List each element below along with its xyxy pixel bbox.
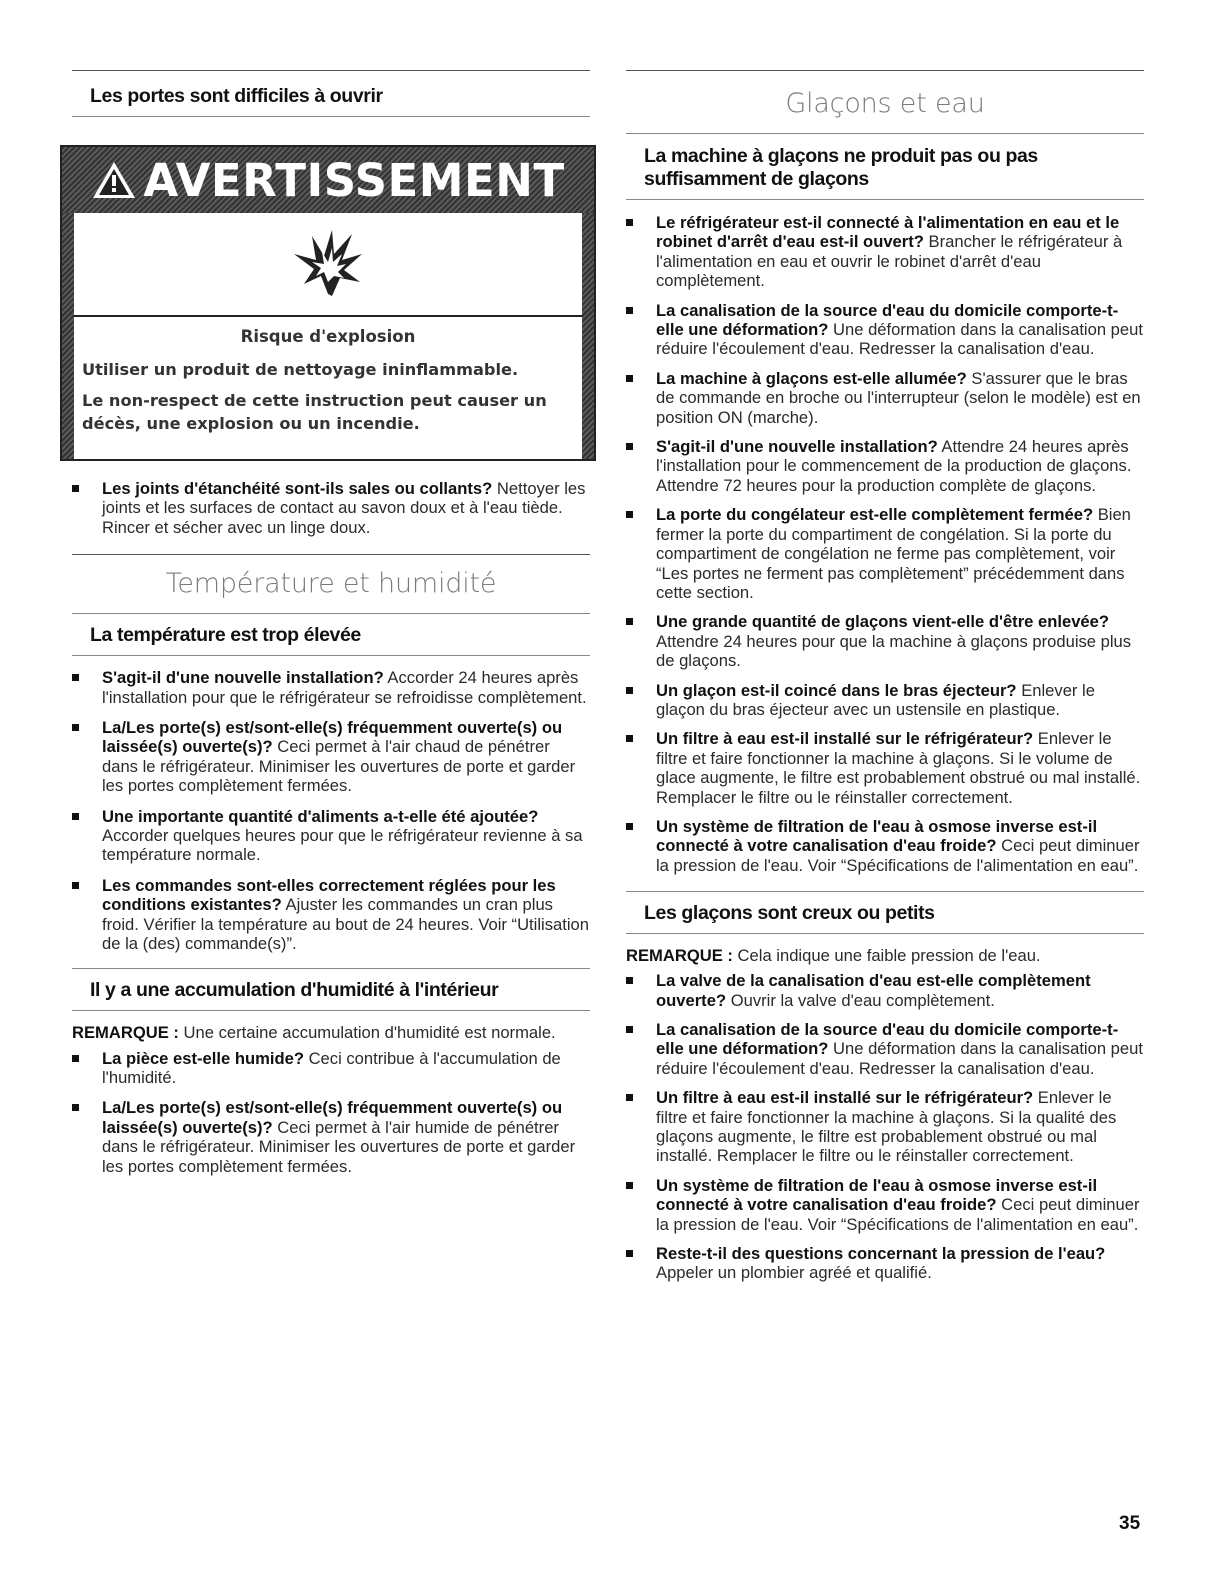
bullet-icon (626, 687, 633, 694)
bullet-icon (72, 485, 79, 492)
section-title: Température et humidité (165, 568, 497, 600)
bullet-icon (626, 1182, 633, 1189)
bullet-icon (626, 618, 633, 625)
humid-list (72, 1049, 590, 1176)
list-item: La canalisation de la source d'eau du domicile comporte-t-elle une déformation? Une déformation dans la canalisation peut réduire l'écoulement d'eau. Redresser la canalisation d'eau. (626, 1020, 1144, 1078)
list-item: Un système de filtration de l'eau à osmose inverse est-il connecté à votre canalisation d'eau froide? Ceci peut diminuer la pression de l'eau. Voir “Spécifications de l'alimentation en eau”. (626, 1176, 1144, 1234)
bullet-icon (626, 823, 633, 830)
bullet-icon (626, 443, 633, 450)
warning-line: Utiliser un produit de nettoyage ininflammable. (82, 360, 519, 379)
warning-triangle-icon (91, 160, 137, 200)
bullet-icon (72, 724, 79, 731)
list-item: La machine à glaçons est-elle allumée? S'assurer que le bras de commande en broche ou l'interrupteur (selon le modèle) est en position ON (marche). (626, 369, 1144, 427)
temp-heading: La température est trop élevée (90, 624, 361, 647)
list-item: La canalisation de la source d'eau du domicile comporte-t-elle une déformation? Une déformation dans la canalisation peut réduire l'écoulement d'eau. Redresser la canalisation d'eau. (626, 301, 1144, 359)
hollow-list (626, 971, 1144, 1283)
list-item: Un filtre à eau est-il installé sur le réfrigérateur? Enlever le filtre et faire fonctionner la machine à glaçons. Si la qualité des glaçons augmente, le filtre est probablement obstrué ou mal installé. Remplacer le filtre ou le réinstaller correctement. (626, 1088, 1144, 1166)
list-item: Les commandes sont-elles correctement réglées pour les conditions existantes? Ajuster les commandes un cran plus froid. Vérifier la température au bout de 24 heures. Voir “Utilisation de la (des) commande(s)”. (72, 876, 590, 954)
list-item: Une importante quantité d'aliments a-t-elle été ajoutée? Accorder quelques heures pour que le réfrigérateur revienne à sa température normale. (72, 807, 590, 865)
bullet-icon (626, 307, 633, 314)
warning-icon-area (74, 213, 582, 317)
bullet-icon (72, 1055, 79, 1062)
doors-heading: Les portes sont difficiles à ouvrir (90, 85, 383, 107)
warning-risk: Risque d'explosion (240, 327, 416, 346)
list-item: La valve de la canalisation d'eau est-elle complètement ouverte? Ouvrir la valve d'eau complètement. (626, 971, 1144, 1010)
list-item: S'agit-il d'une nouvelle installation? Attendre 24 heures après l'installation pour le commencement de la production de glaçons. Attendre 72 heures pour la production complète de glaçons. (626, 437, 1144, 495)
bullet-icon (72, 674, 79, 681)
doors-list (72, 479, 590, 537)
bullet-icon (626, 977, 633, 984)
warning-box (60, 145, 596, 461)
list-item: Un système de filtration de l'eau à osmose inverse est-il connecté à votre canalisation d'eau froide? Ceci peut diminuer la pression de l'eau. Voir “Spécifications de l'alimentation en eau”. (626, 817, 1144, 875)
bullet-icon (626, 511, 633, 518)
list-item: Le réfrigérateur est-il connecté à l'alimentation en eau et le robinet d'arrêt d'eau est-il ouvert? Brancher le réfrigérateur à l'alimentation en eau et ouvrir le robinet d'arrêt d'eau complètement. (626, 213, 1144, 291)
list-item: Une grande quantité de glaçons vient-elle d'être enlevée? Attendre 24 heures pour que la machine à glaçons produise plus de glaçons. (626, 612, 1144, 670)
list-item: Les joints d'étanchéité sont-ils sales ou collants? Nettoyer les joints et les surfaces de contact au savon doux et à l'eau tiède. Rincer et sécher avec un linge doux. (72, 479, 590, 537)
bullet-icon (626, 735, 633, 742)
hollow-note: REMARQUE : Cela indique une faible pression de l'eau. (626, 946, 1041, 966)
list-item: La/Les porte(s) est/sont-elle(s) fréquemment ouverte(s) ou laissée(s) ouverte(s)? Ceci permet à l'air chaud de pénétrer dans le réfrigérateur. Minimiser les ouvertures de porte et garder les portes complètement fermées. (72, 718, 590, 796)
list-item: La porte du congélateur est-elle complètement fermée? Bien fermer la porte du compartiment de congélation. Si la porte du compartiment de congélation ne ferme pas complètement, voir “Les portes ne ferment pas complètement” précédemment dans cette section. (626, 505, 1144, 602)
warning-header (62, 147, 594, 213)
right-column (626, 70, 1144, 1283)
explosion-icon (288, 224, 368, 304)
list-item: S'agit-il d'une nouvelle installation? Accorder 24 heures après l'installation pour que le réfrigérateur se refroidisse complètement. (72, 668, 590, 707)
ice-list (626, 213, 1144, 875)
page-number: 35 (1119, 1513, 1141, 1534)
bullet-icon (72, 1104, 79, 1111)
warning-title: AVERTISSEMENT (143, 153, 565, 207)
bullet-icon (72, 882, 79, 889)
temp-list (72, 668, 590, 953)
section-title: Glaçons et eau (785, 88, 985, 119)
list-item: La/Les porte(s) est/sont-elle(s) fréquemment ouverte(s) ou laissée(s) ouverte(s)? Ceci permet à l'air humide de pénétrer dans le réfrigérateur. Minimiser les ouvertures de porte et garder les portes complètement fermées. (72, 1098, 590, 1176)
bullet-icon (72, 813, 79, 820)
ice-heading: La machine à glaçons ne produit pas ou pas suffisamment de glaçons (644, 145, 1038, 190)
hollow-heading: Les glaçons sont creux ou petits (644, 902, 935, 925)
humid-heading: Il y a une accumulation d'humidité à l'intérieur (90, 978, 499, 1001)
humid-note: REMARQUE : Une certaine accumulation d'humidité est normale. (72, 1022, 556, 1042)
left-column (72, 70, 590, 1176)
list-item: Un filtre à eau est-il installé sur le réfrigérateur? Enlever le filtre et faire fonctionner la machine à glaçons. Si le volume de glace augmente, le filtre est probablement obstrué ou mal installé. Remplacer le filtre ou le réinstaller correctement. (626, 729, 1144, 807)
list-item: Reste-t-il des questions concernant la pression de l'eau? Appeler un plombier agréé et qualifié. (626, 1244, 1144, 1283)
bullet-icon (626, 219, 633, 226)
bullet-icon (626, 1250, 633, 1257)
bullet-icon (626, 1094, 633, 1101)
bullet-icon (626, 1026, 633, 1033)
bullet-icon (626, 375, 633, 382)
list-item: La pièce est-elle humide? Ceci contribue à l'accumulation de l'humidité. (72, 1049, 590, 1088)
list-item: Un glaçon est-il coincé dans le bras éjecteur? Enlever le glaçon du bras éjecteur avec un ustensile en plastique. (626, 681, 1144, 720)
warning-line: Le non-respect de cette instruction peut causer un décès, une explosion ou un incendie. (82, 391, 547, 433)
